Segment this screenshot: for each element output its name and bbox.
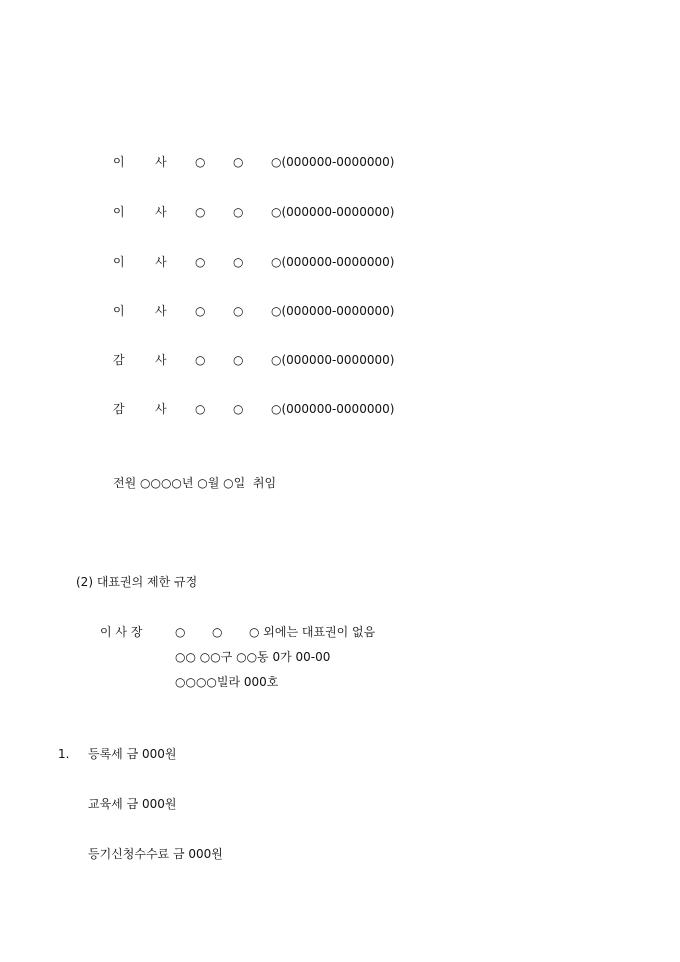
officer-name-second: ○ (233, 255, 244, 269)
officer-name-second: ○ (233, 155, 244, 169)
officer-name-second: ○ (233, 402, 244, 416)
officer-name-second: ○ (233, 205, 244, 219)
officer-title-second: 사 (155, 155, 167, 169)
officer-row (0, 304, 680, 318)
officer-name-third-id: ○(000000-0000000) (271, 255, 395, 269)
education-tax: 교육세 금 000원 (88, 797, 177, 811)
address-line: ○○○○빌라 000호 (175, 675, 279, 689)
representative-title: 이 사 장 (100, 625, 143, 639)
officer-row (0, 255, 680, 269)
officer-name-first: ○ (195, 205, 206, 219)
officer-row (0, 402, 680, 416)
officer-title-first: 이 (113, 155, 125, 169)
officer-title-first: 감 (113, 353, 125, 367)
address-line: ○○ ○○구 ○○동 0가 00-00 (175, 650, 331, 664)
registration-tax: 등록세 금 000원 (88, 747, 177, 761)
officer-title-first: 이 (113, 304, 125, 318)
officer-title-second: 사 (155, 402, 167, 416)
officer-title-second: 사 (155, 205, 167, 219)
officer-name-third-id: ○(000000-0000000) (271, 304, 395, 318)
officer-name-third-id: ○(000000-0000000) (271, 155, 395, 169)
officer-title-second: 사 (155, 255, 167, 269)
list-number: 1. (58, 747, 70, 761)
representative-name-first: ○ (175, 625, 186, 639)
officer-name-second: ○ (233, 304, 244, 318)
officer-title-first: 이 (113, 205, 125, 219)
officer-row (0, 353, 680, 367)
officer-name-first: ○ (195, 155, 206, 169)
officer-name-first: ○ (195, 255, 206, 269)
officer-row (0, 205, 680, 219)
officer-title-second: 사 (155, 304, 167, 318)
filing-fee: 등기신청수수료 금 000원 (88, 847, 223, 861)
officer-title-second: 사 (155, 353, 167, 367)
section-heading: (2) 대표권의 제한 규정 (76, 575, 198, 589)
officer-name-second: ○ (233, 353, 244, 367)
officer-title-first: 이 (113, 255, 125, 269)
appointment-date-line: 전원 ○○○○년 ○월 ○일 취임 (113, 476, 277, 490)
representative-name-second: ○ (212, 625, 223, 639)
officer-name-first: ○ (195, 353, 206, 367)
officer-name-third-id: ○(000000-0000000) (271, 205, 395, 219)
representative-row (0, 625, 680, 639)
officer-name-first: ○ (195, 402, 206, 416)
officer-title-first: 감 (113, 402, 125, 416)
officer-row (0, 155, 680, 169)
officer-name-third-id: ○(000000-0000000) (271, 353, 395, 367)
officer-name-third-id: ○(000000-0000000) (271, 402, 395, 416)
officer-name-first: ○ (195, 304, 206, 318)
representative-restriction-note: ○ 외에는 대표권이 없음 (249, 625, 376, 639)
